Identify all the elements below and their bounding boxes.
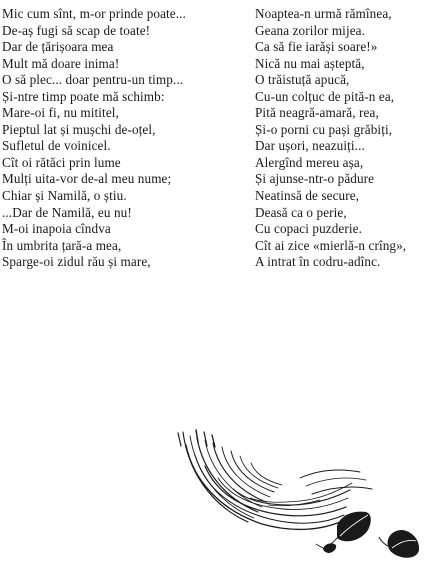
leaf-icon [379, 530, 419, 558]
poem-line: Mic cum sînt, m-or prinde poate... [2, 6, 186, 21]
small-leaf-icon [316, 543, 336, 553]
poem-line: Neatinsă de secure, [255, 188, 360, 204]
poem-line: A intrat în codru-adînc. [255, 254, 381, 270]
poem-line: Pieptul lat și mușchi de-oțel, [2, 121, 156, 137]
poem-right-column [255, 6, 427, 271]
leaf-icon [326, 512, 371, 547]
poem-line: Cît oi rătăci prin lume [2, 154, 121, 170]
poem-line: Dar ușori, neazuiți... [255, 138, 365, 154]
poem-line: Nică nu mai așteptă, [255, 55, 365, 71]
wind-swirl-strokes [178, 430, 372, 529]
poem-line: Și-o porni cu pași grăbiți, [255, 121, 393, 137]
poem-line: Cît ai zice «mierlă-n crîng», [255, 237, 407, 253]
poem-line: Chiar și Namilă, o știu. [2, 188, 127, 204]
poem-line: Sparge-oi zidul rău și mare, [2, 254, 151, 270]
poem-line: Cu-un colțuc de pită-n ea, [255, 88, 395, 104]
poem-line: Ca să fie iarăși soare!» [255, 39, 378, 55]
poem-line: O să plec... doar pentru-un timp... [2, 72, 184, 88]
poem-line: Dar de țărișoara mea [2, 39, 114, 55]
poem-line: ...Dar de Namilă, eu nu! [2, 204, 132, 220]
poem-line: Alergînd mereu așa, [255, 154, 364, 170]
poem-line: Noaptea-n urmă rămînea, [255, 6, 392, 21]
poem-line: Deasă ca o perie, [255, 204, 347, 220]
poem-line: În umbrita țară-a mea, [2, 237, 122, 253]
poem-left-column [2, 6, 248, 271]
poem-line: Sufletul de voinicel. [2, 138, 111, 154]
poem-line: Mare-oi fi, nu mititel, [2, 105, 119, 121]
poem-line: Și ajunse-ntr-o pădure [255, 171, 375, 187]
poem-line: Pită neagră-amară, rea, [255, 105, 379, 121]
poem-line: Geana zorilor mijea. [255, 22, 366, 38]
poem-line: Mult mă doare inima! [2, 55, 120, 71]
poem-line: Cu copaci puzderie. [255, 221, 362, 237]
poem-line: De-aș fugi să scap de toate! [2, 22, 151, 38]
poem-line: Și-ntre timp poate mă schimb: [2, 88, 165, 104]
poem-line: O trăistuță apucă, [255, 72, 350, 88]
poem-line: Mulți uita-vor de-al meu nume; [2, 171, 172, 187]
poem-line: M-oi inapoia cîndva [2, 221, 111, 237]
